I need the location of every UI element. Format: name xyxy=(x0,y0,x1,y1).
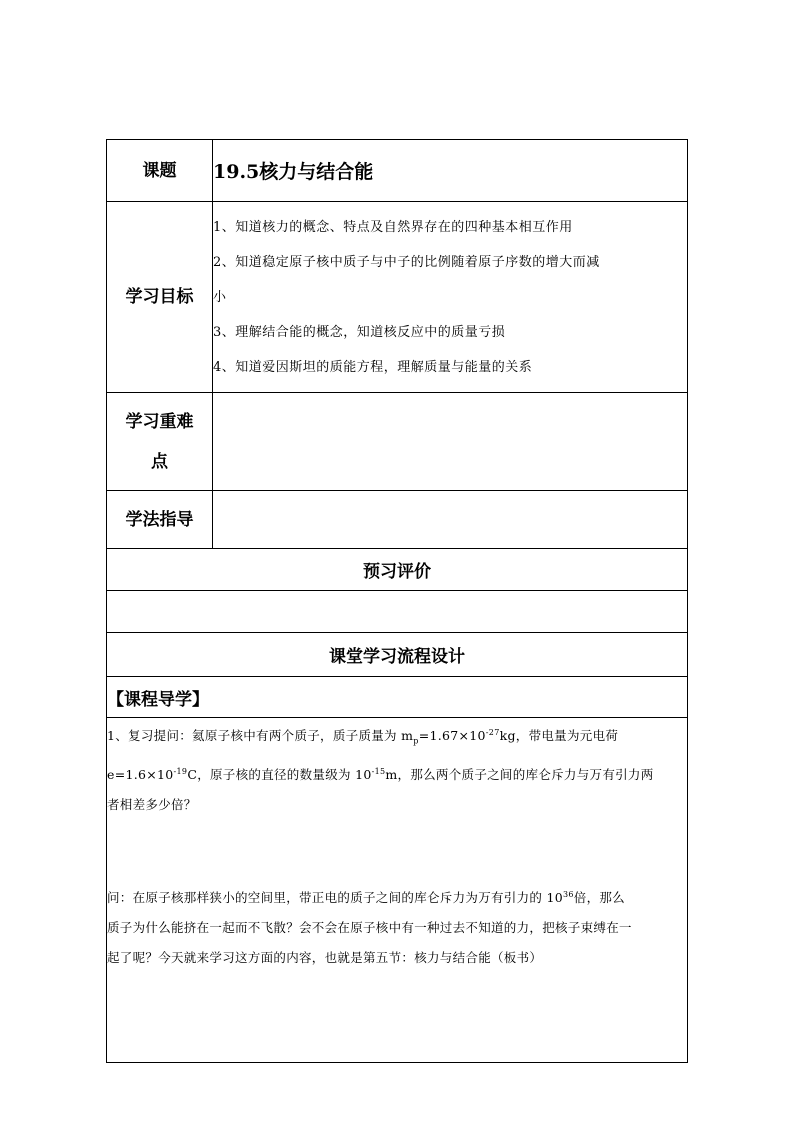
objectives-list xyxy=(213,202,688,393)
topic-label: 课题 xyxy=(107,140,213,202)
difficulty-label xyxy=(107,393,213,491)
topic-row xyxy=(107,140,688,202)
method-row xyxy=(107,491,688,549)
guide-heading: 【课程导学】 xyxy=(107,677,688,718)
objectives-label: 学习目标 xyxy=(107,202,213,393)
guide-heading-row xyxy=(107,677,688,718)
objectives-row xyxy=(107,202,688,393)
objective-item: 3、理解结合能的概念，知道核反应中的质量亏损 xyxy=(213,324,506,340)
preview-content xyxy=(107,591,688,633)
lesson-plan-table xyxy=(106,139,688,1063)
question-2-line-3: 起了呢？今天就来学习这方面的内容，也就是第五节：核力与结合能（板书） xyxy=(107,949,543,965)
objective-item: 2、知道稳定原子核中质子与中子的比例随着原子序数的增大而减 xyxy=(213,254,600,270)
difficulty-row xyxy=(107,393,688,491)
method-label: 学法指导 xyxy=(107,491,213,549)
process-heading-row xyxy=(107,633,688,677)
method-content xyxy=(213,491,688,549)
difficulty-label-line1: 学习重难 xyxy=(125,411,194,432)
preview-content-row xyxy=(107,591,688,633)
objective-item: 4、知道爱因斯坦的质能方程，理解质量与能量的关系 xyxy=(213,359,533,375)
objective-item: 小 xyxy=(213,289,227,305)
question-1-line-2: $e=1.6\times 10^{-19}C$，原子核的直径的数量级为 $10^{-15}m$，那么两个质子之间的库仑斥力与万有引力两 xyxy=(107,766,654,782)
guide-content-row xyxy=(107,718,688,1063)
question-1-line-1: 1、复习提问：氦原子核中有两个质子，质子质量为 $m_p=1.67\times 10^{-27}kg$，带电量为元电荷 xyxy=(107,728,619,746)
guide-content xyxy=(107,718,688,1063)
preview-heading-row xyxy=(107,549,688,591)
difficulty-content xyxy=(213,393,688,491)
objective-item: 1、知道核力的概念、特点及自然界存在的四种基本相互作用 xyxy=(213,219,573,235)
question-2-line-1: 问：在原子核那样狭小的空间里，带正电的质子之间的库仑斥力为万有引力的 $10^{36}$倍，那么 xyxy=(107,889,625,905)
process-heading: 课堂学习流程设计 xyxy=(107,633,688,677)
question-1-line-3: 者相差多少倍？ xyxy=(107,796,197,812)
answer-space xyxy=(107,820,687,880)
difficulty-label-line2: 点 xyxy=(151,451,168,472)
topic-title: 19.5核力与结合能 xyxy=(213,140,688,202)
question-2-line-2: 质子为什么能挤在一起而不飞散？会不会在原子核中有一种过去不知道的力，把核子束缚在一 xyxy=(107,919,632,935)
preview-heading: 预习评价 xyxy=(107,549,688,591)
